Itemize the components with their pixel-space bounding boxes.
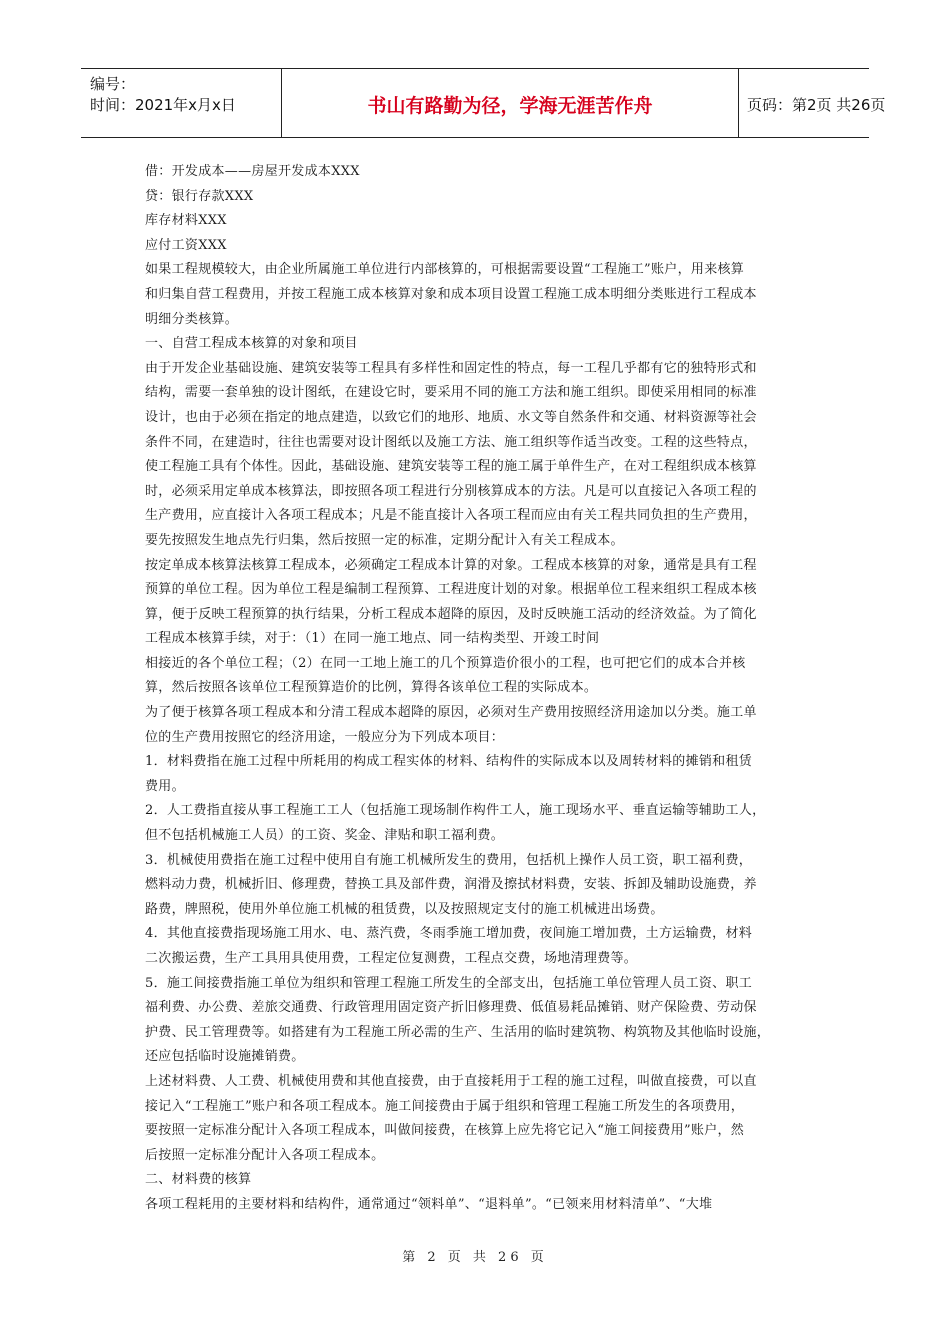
body-line: 工程成本核算手续，对于：（1）在同一施工地点、同一结构类型、开竣工时间 <box>145 631 600 647</box>
body-line: 结构，需要一套单独的设计图纸，在建设它时，要采用不同的施工方法和施工组织。即使采用相同的标准 <box>145 385 757 401</box>
body-line: 要先按照发生地点先行归集，然后按照一定的标准，定期分配计入有关工程成本。 <box>145 532 624 548</box>
body-line: 护费、民工管理费等。如搭建有为工程施工所必需的生产、生活用的临时建筑物、构筑物及其他临时设施， <box>145 1024 771 1040</box>
body-line: 二、材料费的核算 <box>145 1172 252 1188</box>
body-line: 还应包括临时设施摊销费。 <box>145 1049 305 1065</box>
body-line: 费用。 <box>145 778 185 794</box>
header-motto-cell <box>281 69 739 137</box>
page-info: 页码：第2页 共26页 <box>747 96 886 114</box>
body-line: 设计，也由于必须在指定的地点建造，以致它们的地形、地质、水文等自然条件和交通、材料资源等社会 <box>145 409 757 425</box>
body-line: 算，便于反映工程预算的执行结果，分析工程成本超降的原因，及时反映施工活动的经济效益。为了简化 <box>145 606 757 622</box>
body-line: 上述材料费、人工费、机械使用费和其他直接费，由于直接耗用于工程的施工过程，叫做直接费，可以直 <box>145 1073 757 1089</box>
body-line: 和归集自营工程费用，并按工程施工成本核算对象和成本项目设置工程施工成本明细分类账进行工程成本 <box>145 286 757 302</box>
header-page-cell <box>739 69 886 137</box>
body-line: 借：开发成本——房屋开发成本XXX <box>145 164 360 179</box>
body-line: 后按照一定标准分配计入各项工程成本。 <box>145 1147 385 1163</box>
header-meta <box>81 69 281 137</box>
body-line: 路费，牌照税，使用外单位施工机械的租赁费，以及按照规定支付的施工机械进出场费。 <box>145 901 664 917</box>
body-line: 如果工程规模较大，由企业所属施工单位进行内部核算的，可根据需要设置“工程施工”账户，用来核算 <box>145 262 745 278</box>
body-line: 应付工资XXX <box>145 237 227 253</box>
number-label: 编号： <box>90 75 136 93</box>
body-line: 相接近的各个单位工程；（2）在同一工地上施工的几个预算造价很小的工程，也可把它们的成本合并核 <box>145 655 746 671</box>
body-line: 一、自营工程成本核算的对象和项目 <box>145 336 358 352</box>
body-line: 条件不同，在建造时，往往也需要对设计图纸以及施工方法、施工组织等作适当改变。工程的这些特点， <box>145 434 757 450</box>
body-line: 贷：银行存款XXX <box>145 188 254 204</box>
body-line: 位的生产费用按照它的经济用途，一般应分为下列成本项目： <box>145 729 505 745</box>
body-line: 使工程施工具有个体性。因此，基础设施、建筑安装等工程的施工属于单件生产，在对工程组织成本核算 <box>145 459 757 475</box>
body-line: 福利费、办公费、差旅交通费、行政管理用固定资产折旧修理费、低值易耗品摊销、财产保险费、劳动保 <box>145 1000 757 1016</box>
body-line: 二次搬运费，生产工具用具使用费，工程定位复测费，工程点交费，场地清理费等。 <box>145 951 638 966</box>
body-line: 库存材料XXX <box>145 213 227 229</box>
body-line: 预算的单位工程。因为单位工程是编制工程预算、工程进度计划的对象。根据单位工程来组织工程成本核 <box>145 582 757 598</box>
date-label: 时间：2021年x月x日 <box>90 96 236 114</box>
body-line: 各项工程耗用的主要材料和结构件，通常通过“领料单”、“退料单”。“已领来用材料清单”、“大堆 <box>145 1196 713 1212</box>
body-line: 算，然后按照各该单位工程预算造价的比例，算得各该单位工程的实际成本。 <box>145 680 598 696</box>
body-line: 接记入“工程施工”账户和各项工程成本。施工间接费由于属于组织和管理工程施工所发生的各项费用， <box>145 1098 745 1114</box>
page-footer: 第 2 页 共 26 页 <box>402 1250 548 1265</box>
body-line: 明细分类核算。 <box>145 311 239 327</box>
body-line: 1．材料费指在施工过程中所耗用的构成工程实体的材料、结构件的实际成本以及周转材料的摊销和租赁 <box>145 754 753 770</box>
motto-text: 书山有路勤为径，学海无涯苦作舟 <box>367 95 653 117</box>
body-line: 但不包括机械施工人员）的工资、奖金、津贴和职工福利费。 <box>145 828 505 844</box>
page-header <box>81 68 886 138</box>
body-line: 3．机械使用费指在施工过程中使用自有施工机械所发生的费用，包括机上操作人员工资，职工福利费， <box>145 852 753 868</box>
body-line: 4．其他直接费指现场施工用水、电、蒸汽费，冬雨季施工增加费，夜间施工增加费，土方运输费，材料 <box>145 926 753 942</box>
body-line: 燃料动力费，机械折旧、修理费，替换工具及部件费，润滑及擦拭材料费，安装、拆卸及辅助设施费，养 <box>145 877 757 893</box>
body-line: 生产费用，应直接计入各项工程成本；凡是不能直接计入各项工程而应由有关工程共同负担的生产费用， <box>145 508 757 524</box>
body-line: 按定单成本核算法核算工程成本，必须确定工程成本计算的对象。工程成本核算的对象，通常是具有工程 <box>145 557 757 573</box>
document-body <box>145 160 810 1218</box>
body-line: 2．人工费指直接从事工程施工工人（包括施工现场制作构件工人，施工现场水平、垂直运输等辅助工人， <box>145 803 766 819</box>
body-line: 时，必须采用定单成本核算法，即按照各项工程进行分别核算成本的方法。凡是可以直接记入各项工程的 <box>145 483 757 499</box>
body-line: 为了便于核算各项工程成本和分清工程成本超降的原因，必须对生产费用按照经济用途加以分类。施工单 <box>145 705 757 721</box>
body-line: 5．施工间接费指施工单位为组织和管理工程施工所发生的全部支出，包括施工单位管理人员工资、职工 <box>145 975 753 991</box>
body-line: 要按照一定标准分配计入各项工程成本，叫做间接费，在核算上应先将它记入“施工间接费用”账户，然 <box>145 1123 745 1139</box>
body-line: 由于开发企业基础设施、建筑安装等工程具有多样性和固定性的特点，每一工程几乎都有它的独特形式和 <box>145 360 757 376</box>
